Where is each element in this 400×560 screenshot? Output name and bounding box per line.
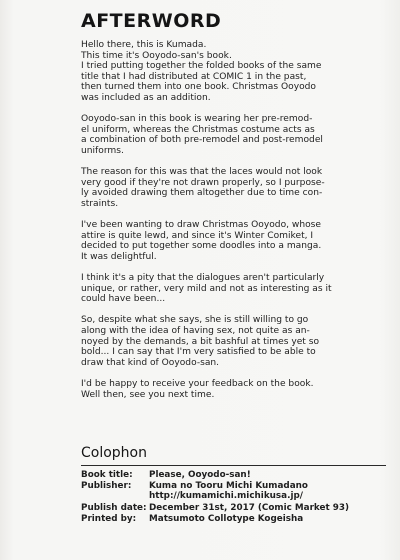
- afterword-paragraph-2: Ooyodo-san in this book is wearing her pre-remod- el uniform, whereas the Christmas costume acts as a combination of both pre-remodel and post-remodel uniforms.: [81, 114, 323, 156]
- colophon-table: [81, 470, 381, 525]
- colophon-value: Please, Ooyodo-san!: [149, 470, 251, 480]
- colophon-row-publisher: [81, 481, 381, 501]
- colophon-label: Publish date:: [81, 502, 147, 513]
- colophon-label: Book title:: [81, 470, 133, 480]
- colophon-value: Matsumoto Collotype Kogeisha: [149, 513, 304, 524]
- colophon-value: December 31st, 2017 (Comic Market 93): [149, 502, 350, 513]
- colophon-label: Printed by:: [81, 513, 137, 524]
- afterword-paragraph-5: I think it's a pity that the dialogues aren't particularly unique, or rather, very mild and not as interesting as it could have been...: [81, 273, 332, 305]
- colophon-row-book-title: [81, 470, 381, 480]
- afterword-paragraph-1: Hello there, this is Kumada. This time it's Ooyodo-san's book. I tried putting together the folded books of the same title that I had distributed at COMIC 1 in the past, then turned them into one book. Christmas Ooyodo was included as an addition.: [81, 40, 322, 103]
- colophon-heading: Colophon: [81, 445, 147, 461]
- colophon-row-publish-date: [81, 503, 381, 513]
- afterword-paragraph-4: I've been wanting to draw Christmas Ooyodo, whose attire is quite lewd, and since it's Winter Comiket, I decided to put together some doodles into a manga. It was delightful.: [81, 220, 322, 262]
- afterword-body: [81, 40, 381, 411]
- colophon-divider: [81, 465, 386, 466]
- afterword-heading: AFTERWORD: [81, 10, 222, 32]
- afterword-paragraph-6: So, despite what she says, she is still willing to go along with the idea of having sex, not quite as an- noyed by the demands, a bit bashful at times yet so bold... I can say that I'm very satisfied to be able to draw that kind of Ooyodo-san.: [81, 315, 320, 368]
- colophon-value: Kuma no Tooru Michi Kumadano http://kumamichi.michikusa.jp/: [149, 481, 308, 502]
- colophon-label: Publisher:: [81, 481, 132, 492]
- afterword-paragraph-3: The reason for this was that the laces would not look very good if they're not drawn properly, so I purpose- ly avoided drawing them altogether due to time con- straints.: [81, 167, 325, 209]
- colophon-row-printed-by: [81, 514, 381, 524]
- afterword-paragraph-7: I'd be happy to receive your feedback on the book. Well then, see you next time.: [81, 379, 314, 400]
